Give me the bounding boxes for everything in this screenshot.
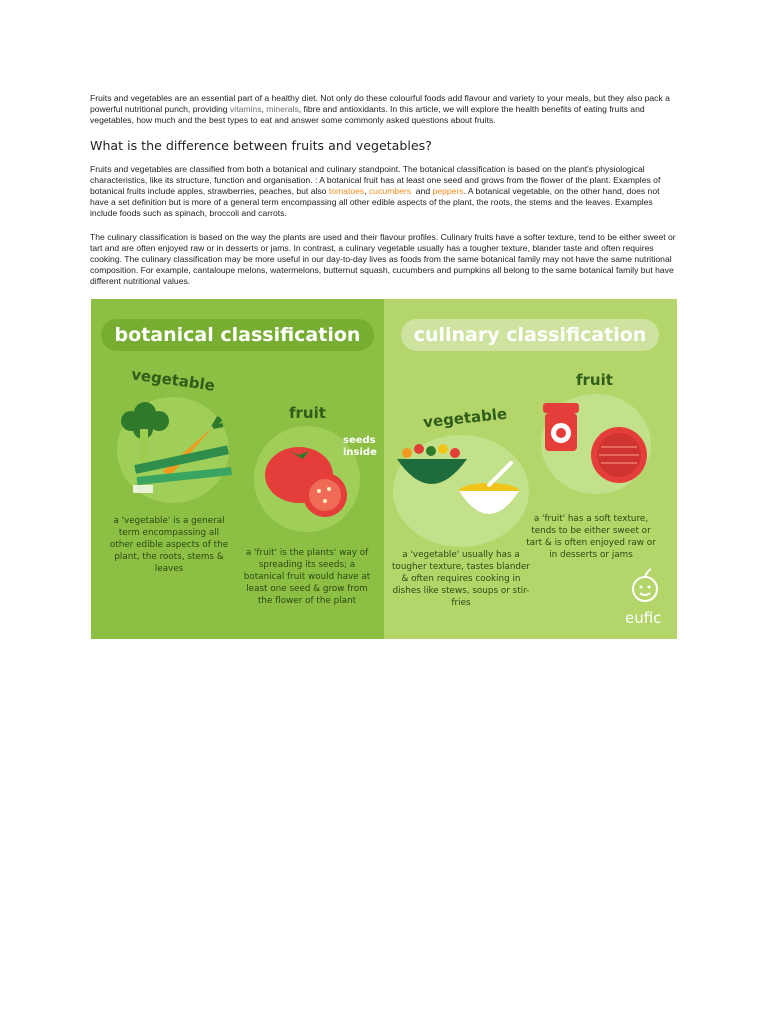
bot-fruit-label: fruit — [289, 404, 326, 422]
vegetables-icon — [113, 399, 233, 499]
intro-paragraph — [90, 93, 678, 126]
culinary-title: culinary classification — [401, 319, 659, 351]
eufic-logo-icon — [631, 567, 659, 605]
classification-infographic — [91, 299, 677, 639]
cul-fruit-caption: a 'fruit' has a soft texture, tends to be either sweet or tart & is often enjoyed raw or in desserts or jams — [526, 514, 656, 560]
jam-pie-icon — [541, 397, 651, 489]
botanical-sep-2: and — [411, 186, 433, 196]
peppers-link[interactable]: peppers — [432, 186, 464, 196]
bot-vegetable-caption: a 'vegetable' is a general term encompassing all other edible aspects of the plant, the roots, stems & leaves — [109, 516, 229, 574]
cul-fruit-label: fruit — [576, 371, 613, 389]
intro-text: Fruits and vegetables are an essential part of a healthy diet. Not only do these colourful foods add flavour and variety to your meals, but they also pack a powerful nutritional punch, providing — [90, 93, 670, 114]
cucumbers-link[interactable]: cucumbers — [369, 186, 412, 196]
culinary-paragraph: The culinary classification is based on the way the plants are used and their flavour profiles. Culinary fruits have a softer texture, tend to be either sweet or tart and are often enjoyed raw or in desserts or jams. In contrast, a culinary vegetable usually has a tougher texture, blander taste and often requires cooking. The culinary classification may be more useful in our day-to-day lives as foods from the same botanical family may not have the same nutritional composition. For example, cantaloupe melons, watermelons, butternut squash, cucumbers and pumpkins all belong to the same botanical family but have different nutritional values. — [90, 232, 676, 286]
cul-vegetable-label: vegetable — [422, 404, 508, 432]
vitamins-link[interactable]: vitamins — [229, 104, 262, 114]
section-heading: What is the difference between fruits and vegetables? — [90, 138, 432, 153]
botanical-title: botanical classification — [101, 319, 374, 351]
salad-soup-icon — [393, 439, 529, 535]
botanical-sep: , — [364, 186, 369, 196]
botanical-paragraph — [90, 164, 678, 219]
tomato-icon — [259, 439, 355, 519]
intro-sep: , — [261, 104, 267, 114]
bot-vegetable-label: vegetable — [130, 365, 217, 395]
intro-text-2: , fibre and antioxidants. In this article, we will explore the health benefits of eating fruits and vegetables, how much and the best types to eat and answer some commonly asked questions about fruits. — [90, 104, 645, 125]
cul-vegetable-caption: a 'vegetable' usually has a tougher texture, tastes blander & often requires cooking in dishes like stews, soups or stir-fries — [391, 550, 531, 608]
seeds-inside-label: seeds inside — [343, 435, 377, 458]
tomatoes-link[interactable]: tomatoes — [328, 186, 365, 196]
eufic-logo: eufic — [625, 609, 662, 627]
botanical-text-2: . A botanical vegetable, on the other hand, does not have a set definition but is more of a general term encompassing all other edible aspects of the plant, the roots, the stems and the leaves. Examples include foods such as spinach, broccoli and carrots. — [90, 186, 660, 218]
minerals-link[interactable]: minerals — [266, 104, 299, 114]
bot-fruit-caption: a 'fruit' is the plants' way of spreading its seeds; a botanical fruit would have at least one seed & grow from the flower of the plant — [243, 548, 371, 606]
botanical-text: Fruits and vegetables are classified from both a botanical and culinary standpoint. The botanical classification is based on the plant's physiological characteristics, like its structure, function and organisation. : A botanical fruit has at least one seed and grows from the flower of the plant. Examples of botanical fruits include apples, strawberries, peaches, but also — [90, 164, 661, 196]
